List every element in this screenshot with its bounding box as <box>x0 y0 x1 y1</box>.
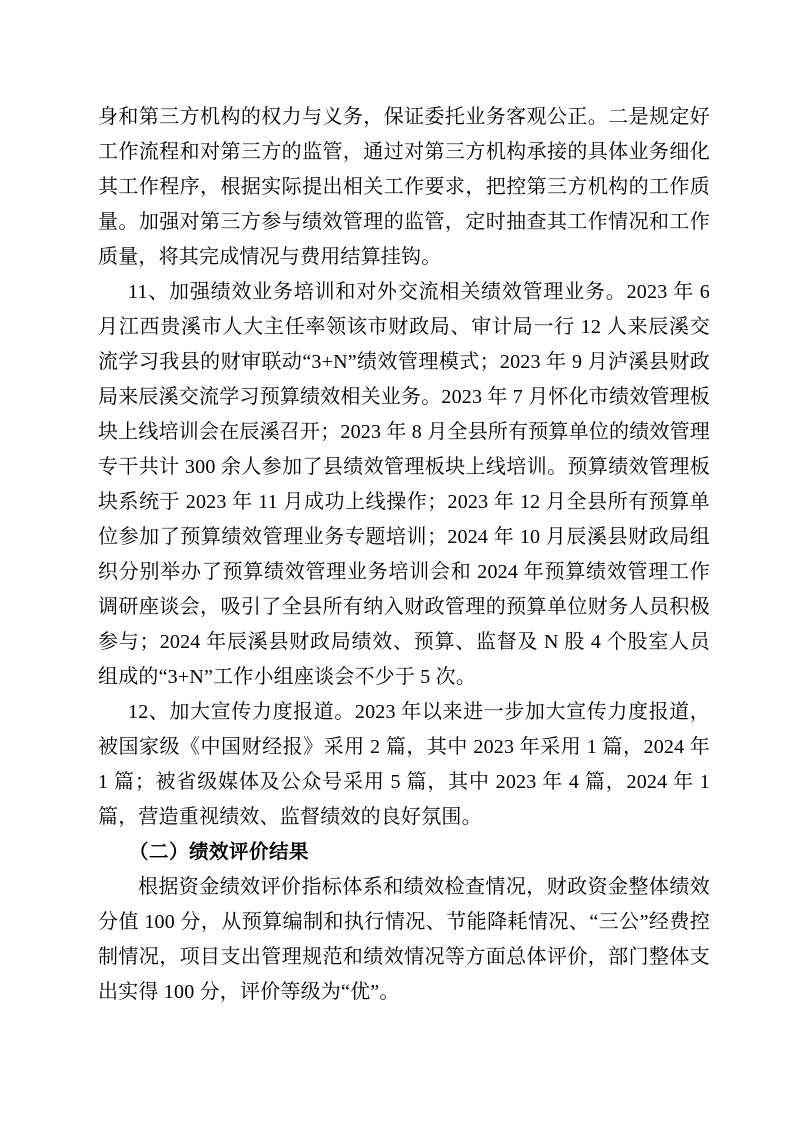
paragraph-continuation: 身和第三方机构的权力与义务，保证委托业务客观公正。二是规定好工作流程和对第三方的监管，通过对第三方机构承接的具体业务细化其工作程序，根据实际提出相关工作要求，把控第三方机构的工作质量。加强对第三方参与绩效管理的监管，定时抽查其工作情况和工作质量，将其完成情况与费用结算挂钩。 <box>98 106 710 268</box>
paragraph-evaluation-result: 根据资金绩效评价指标体系和绩效检查情况，财政资金整体绩效分值 100 分，从预算编制和执行情况、节能降耗情况、“三公”经费控制情况，项目支出管理规范和绩效情况等方面总体评价，部门整体支出实得 100 分，评价等级为“优”。 <box>98 876 710 1003</box>
paragraph-item-11: 11、加强绩效业务培训和对外交流相关绩效管理业务。2023 年 6 月江西贵溪市人大主任率领该市财政局、审计局一行 12 人来辰溪交流学习我县的财审联动“3+N”绩效管理模式；2023 年 9 月泸溪县财政局来辰溪交流学习预算绩效相关业务。2023 年 7 月怀化市绩效管理板块上线培训会在辰溪召开；2023 年 8 月全县所有预算单位的绩效管理专干共计 300 余人参加了县绩效管理板块上线培训。预算绩效管理板块系统于 2023 年 11 月成功上线操作；2023 年 12 月全县所有预算单位参加了预算绩效管理业务专题培训；2024 年 10 月辰溪县财政局组织分别举办了预算绩效管理业务培训会和 2024 年预算绩效管理工作调研座谈会，吸引了全县所有纳入财政管理的预算单位财务人员积极参与；2024 年辰溪县财政局绩效、预算、监督及 N 股 4 个股室人员组成的“3+N”工作小组座谈会不少于 5 次。 <box>98 281 710 688</box>
section-heading-performance-evaluation-results: （二）绩效评价结果 <box>129 841 310 863</box>
paragraph-item-12: 12、加大宣传力度报道。2023 年以来进一步加大宣传力度报道，被国家级《中国财经报》采用 2 篇，其中 2023 年采用 1 篇，2024 年 1 篇；被省级媒体及公众号采用 5 篇，其中 2023 年 4 篇，2024 年 1 篇，营造重视绩效、监督绩效的良好氛围。 <box>98 701 710 828</box>
